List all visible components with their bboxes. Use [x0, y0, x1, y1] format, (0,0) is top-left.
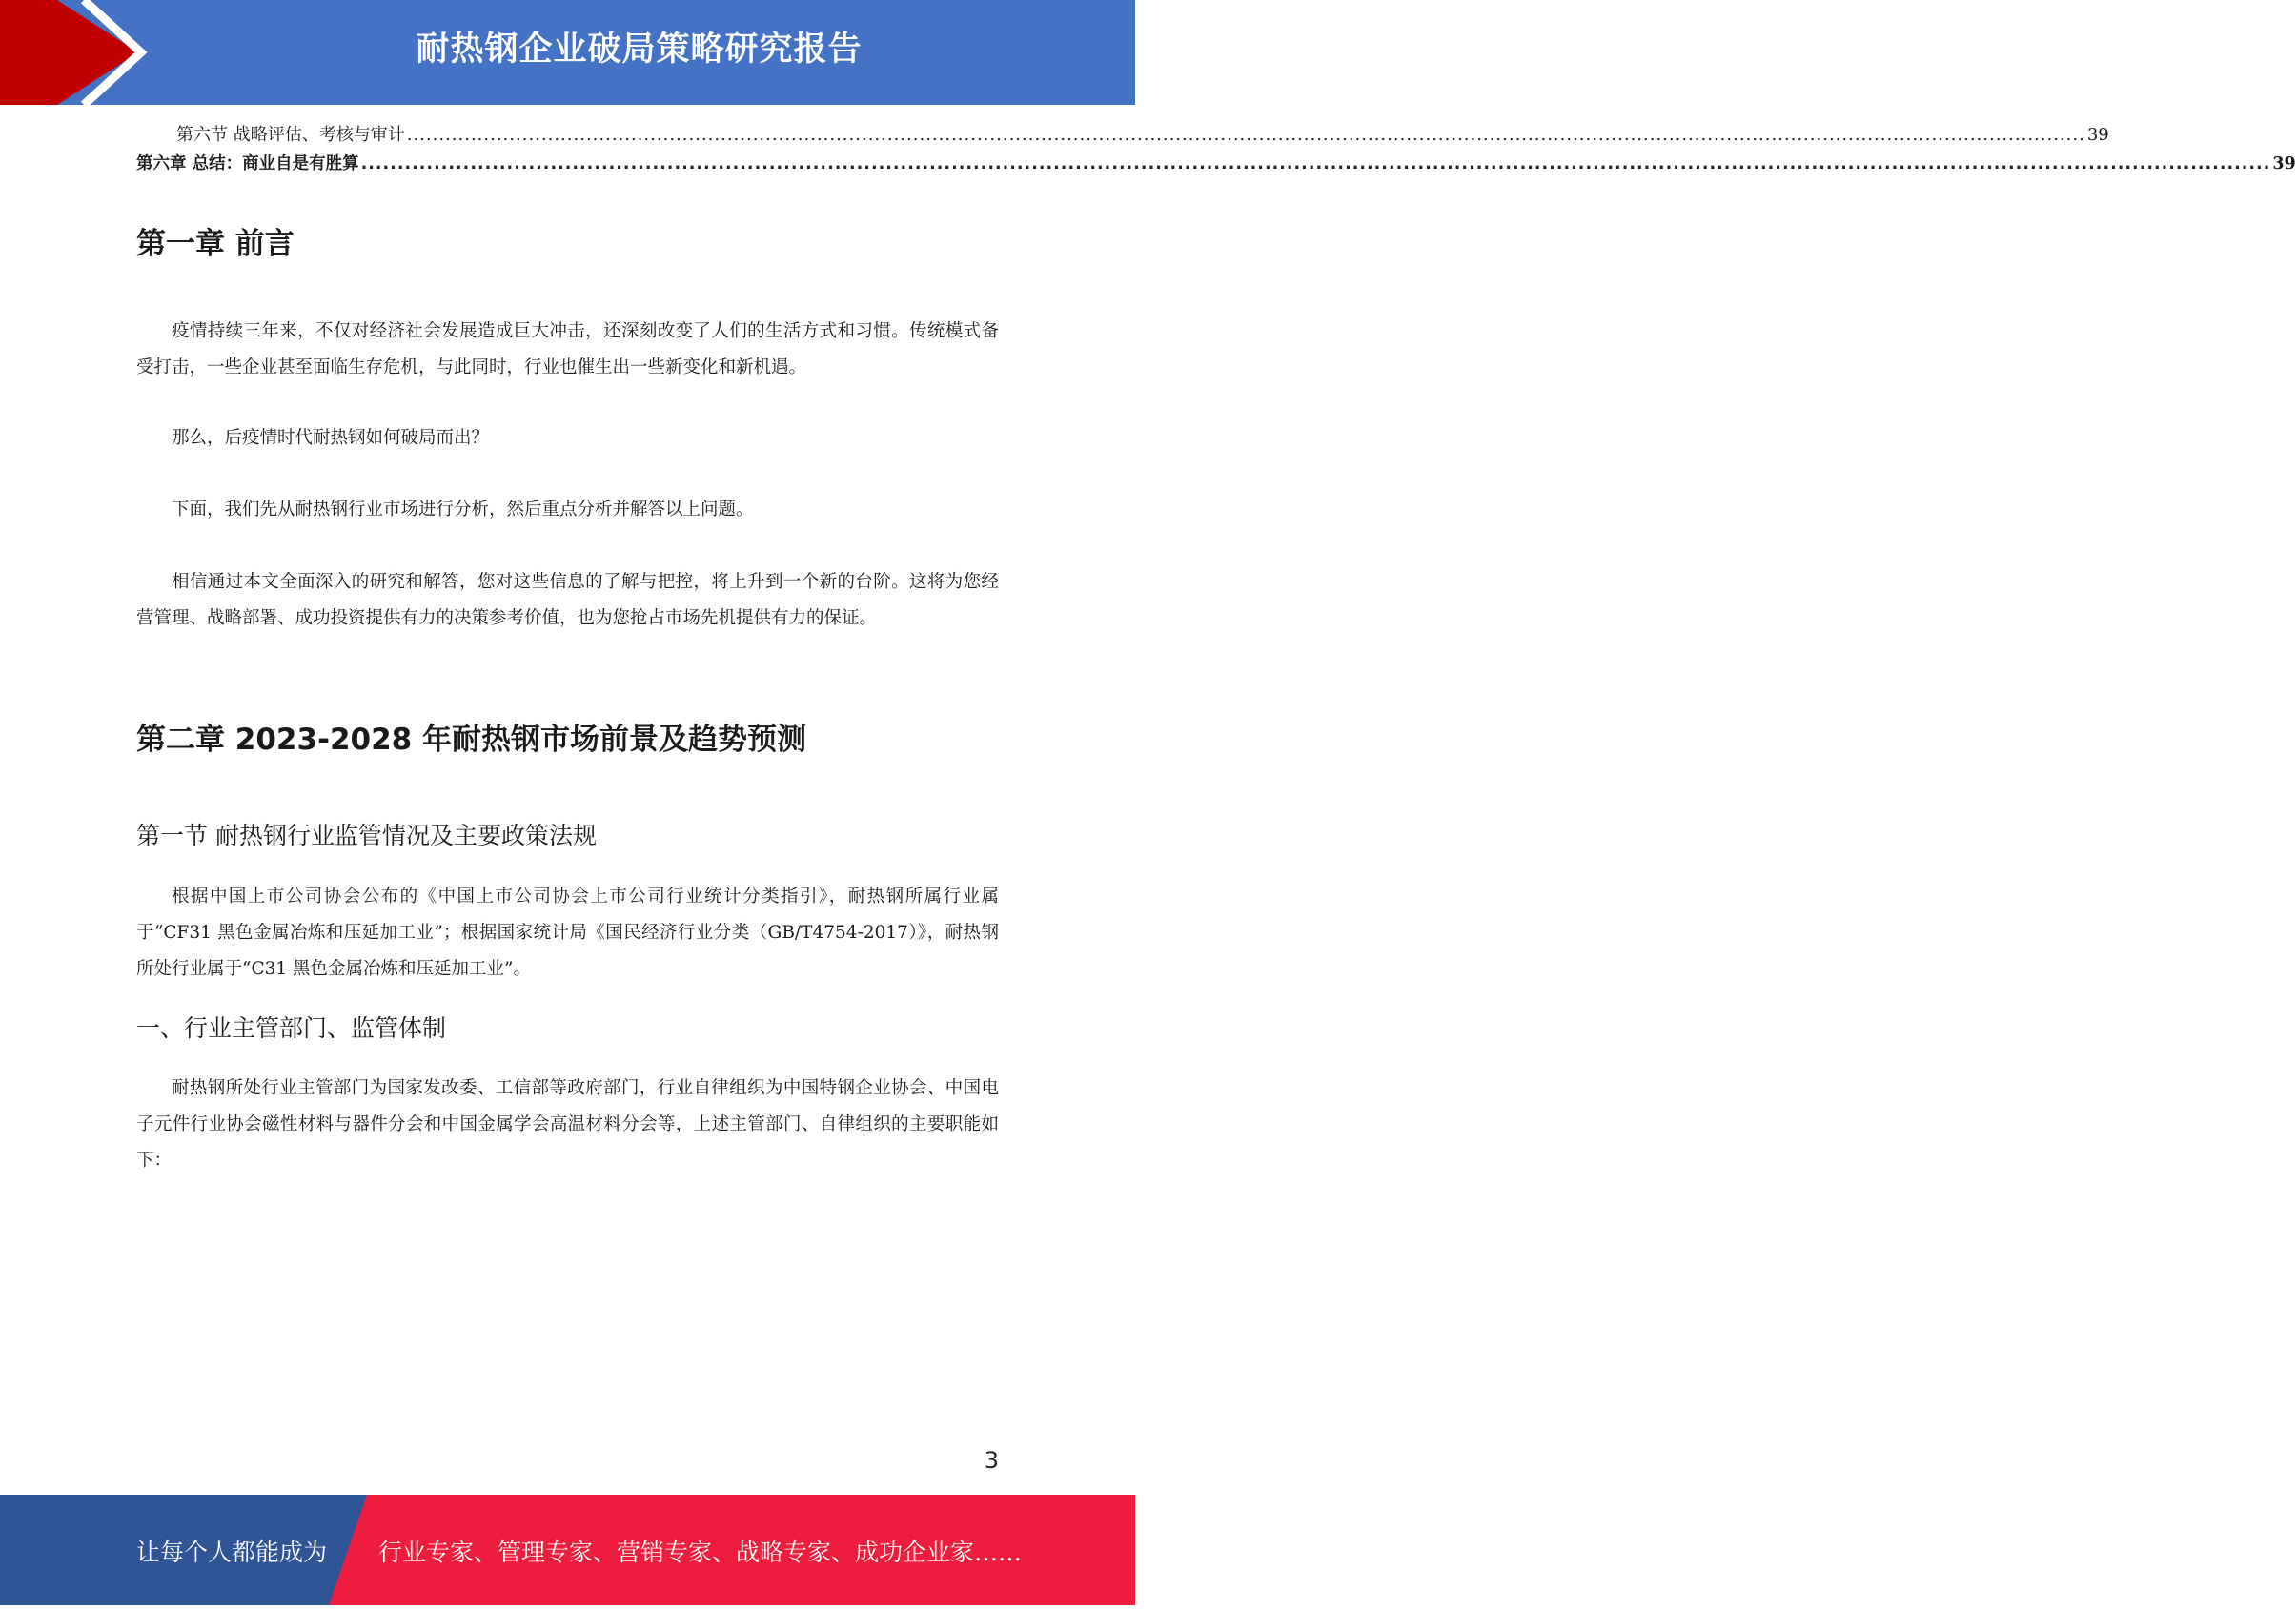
chapter-1-paragraph: 那么，后疫情时代耐热钢如何破局而出？ — [172, 428, 490, 448]
chapter-2-heading: 第二章 2023-2028 年耐热钢市场前景及趋势预测 — [136, 723, 807, 757]
chapter-1-paragraph: 相信通过本文全面深入的研究和解答，您对这些信息的了解与把控，将上升到一个新的台阶。这将为您经营管理、战略部署、成功投资提供有力的决策参考价值，也为您抢占市场先机提供有力的保证。 — [136, 572, 999, 628]
toc-leader-dots: ...................................................................................................................................................................................................................................................................... — [360, 154, 2271, 173]
section-1-paragraph: 根据中国上市公司协会公布的《中国上市公司协会上市公司行业统计分类指引》，耐热钢所属行业属于“CF31 黑色金属冶炼和压延加工业”；根据国家统计局《国民经济行业分类（GB/T4754-2017）》，耐热钢所处行业属于“C31 黑色金属冶炼和压延加工业”。 — [136, 887, 999, 979]
footer-slogan-right: 行业专家、管理专家、营销专家、战略专家、成功企业家…… — [378, 1539, 1023, 1566]
chapter-1-paragraph: 疫情持续三年来，不仅对经济社会发展造成巨大冲击，还深刻改变了人们的生活方式和习惯。传统模式备受打击，一些企业甚至面临生存危机，与此同时，行业也催生出一些新变化和新机遇。 — [136, 321, 999, 377]
page-number: 3 — [984, 1447, 999, 1474]
toc-entry-title: 第六章 总结：商业自是有胜算 — [136, 154, 359, 173]
toc-leader-dots: ...................................................................................................................................................................................................................................................................... — [406, 125, 2085, 145]
footer-slogan-left: 让每个人都能成为 — [136, 1539, 328, 1566]
page-content — [136, 120, 2296, 1171]
chapter-1-paragraph: 下面，我们先从耐热钢行业市场进行分析，然后重点分析并解答以上问题。 — [172, 500, 754, 520]
toc-entry-section[interactable] — [136, 120, 2109, 150]
page-footer — [0, 1495, 1135, 1605]
section-1-heading: 第一节 耐热钢行业监管情况及主要政策法规 — [136, 822, 597, 849]
toc-entry-chapter[interactable] — [136, 150, 2296, 179]
subsection-1-heading: 一、行业主管部门、监管体制 — [136, 1014, 447, 1042]
report-title: 耐热钢企业破局策略研究报告 — [416, 31, 863, 69]
toc-entry-title: 第六节 战略评估、考核与审计 — [176, 125, 405, 145]
header-chevron-graphic — [0, 0, 152, 105]
toc-entry-page: 39 — [2272, 154, 2296, 173]
page-header — [0, 0, 1135, 105]
toc-entry-page: 39 — [2086, 125, 2109, 145]
subsection-1-paragraph: 耐热钢所处行业主管部门为国家发改委、工信部等政府部门，行业自律组织为中国特钢企业协会、中国电子元件行业协会磁性材料与器件分会和中国金属学会高温材料分会等，上述主管部门、自律组织的主要职能如下： — [136, 1078, 999, 1171]
chapter-1-heading: 第一章 前言 — [136, 227, 295, 261]
